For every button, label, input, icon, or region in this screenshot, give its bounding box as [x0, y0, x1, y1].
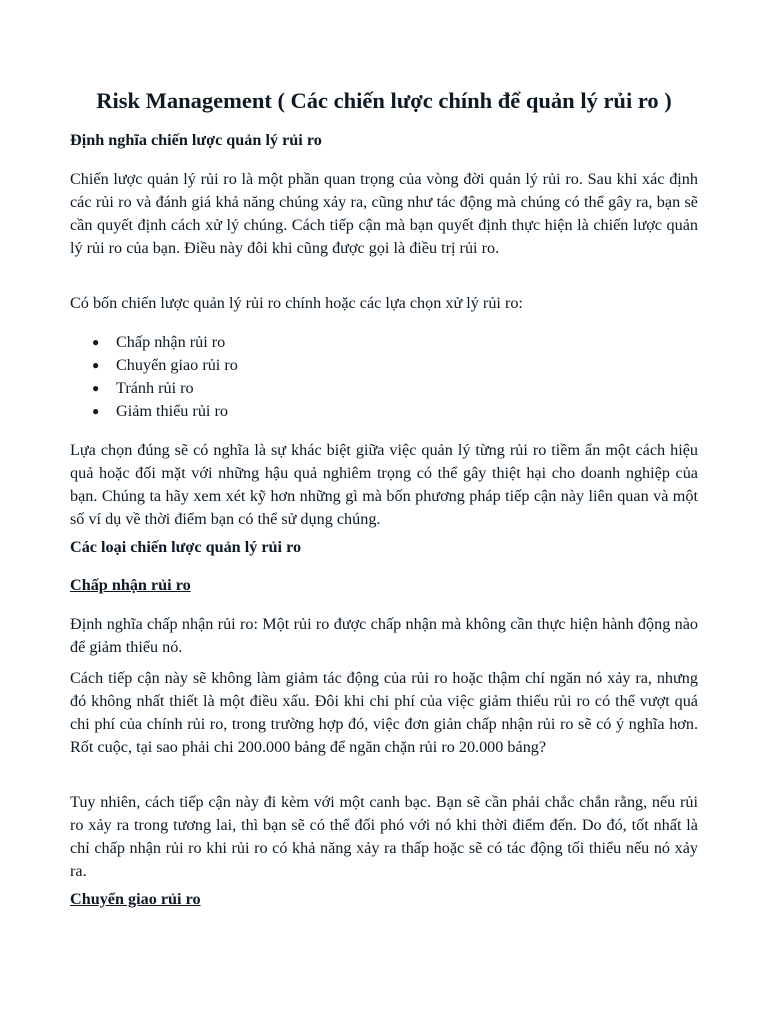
options-intro: Có bốn chiến lược quản lý rủi ro chính hoặc các lựa chọn xử lý rủi ro: — [70, 294, 523, 312]
list-item-label: Tránh rủi ro — [116, 379, 194, 397]
choice-paragraph: Lựa chọn đúng sẽ có nghĩa là sự khác biệt giữa việc quản lý từng rủi ro tiềm ẩn một cách hiệu quả hoặc đối mặt với những hậu quả nghiêm trọng có thể gây thiệt hại cho doanh nghiệp của bạn. Chúng ta hãy xem xét kỹ hơn những gì mà bốn phương pháp tiếp cận này liên quan và một số ví dụ về thời điểm bạn có thể sử dụng chúng. — [70, 441, 698, 528]
list-item-label: Giảm thiểu rủi ro — [116, 402, 228, 420]
accept-heading: Chấp nhận rủi ro — [70, 576, 191, 594]
list-item — [70, 331, 238, 354]
list-item — [70, 377, 238, 400]
list-item-label: Chuyển giao rủi ro — [116, 356, 238, 374]
accept-paragraph-1: Cách tiếp cận này sẽ không làm giảm tác động của rủi ro hoặc thậm chí ngăn nó xảy ra, nhưng đó không nhất thiết là một điều xấu. Đôi khi chi phí của việc giảm thiểu rủi ro có thể vượt quá chi phí của chính rủi ro, trong trường hợp đó, việc đơn giản chấp nhận rủi ro sẽ có ý nghĩa hơn. Rốt cuộc, tại sao phải chi 200.000 bảng để ngăn chặn rủi ro 20.000 bảng? — [70, 669, 698, 756]
list-item — [70, 354, 238, 377]
bullet-icon: ● — [92, 358, 100, 372]
bullet-icon: ● — [92, 404, 100, 418]
transfer-heading: Chuyển giao rủi ro — [70, 890, 201, 908]
list-item — [70, 400, 238, 423]
intro-paragraph: Chiến lược quản lý rủi ro là một phần quan trọng của vòng đời quản lý rủi ro. Sau khi xác định các rủi ro và đánh giá khả năng chúng xảy ra, cũng như tác động mà chúng có thể gây ra, bạn sẽ cần quyết định cách xử lý chúng. Cách tiếp cận mà bạn quyết định thực hiện là chiến lược quản lý rủi ro của bạn. Điều này đôi khi cũng được gọi là điều trị rủi ro. — [70, 170, 698, 257]
types-heading: Các loại chiến lược quản lý rủi ro — [70, 538, 302, 556]
list-item-label: Chấp nhận rủi ro — [116, 333, 226, 351]
definition-heading: Định nghĩa chiến lược quản lý rủi ro — [70, 131, 322, 149]
options-list — [70, 331, 238, 423]
accept-definition: Định nghĩa chấp nhận rủi ro: Một rủi ro được chấp nhận mà không cần thực hiện hành động nào để giảm thiểu nó. — [70, 615, 698, 656]
bullet-icon: ● — [92, 381, 100, 395]
accept-paragraph-2: Tuy nhiên, cách tiếp cận này đi kèm với một canh bạc. Bạn sẽ cần phải chắc chắn rằng, nếu rủi ro xảy ra trong tương lai, thì bạn sẽ có thể đối phó với nó khi thời điểm đến. Do đó, tốt nhất là chỉ chấp nhận rủi ro khi rủi ro có khả năng xảy ra thấp hoặc sẽ có tác động tối thiểu nếu nó xảy ra. — [70, 793, 698, 880]
page-title: Risk Management ( Các chiến lược chính để quản lý rủi ro ) — [96, 88, 672, 113]
bullet-icon: ● — [92, 335, 100, 349]
